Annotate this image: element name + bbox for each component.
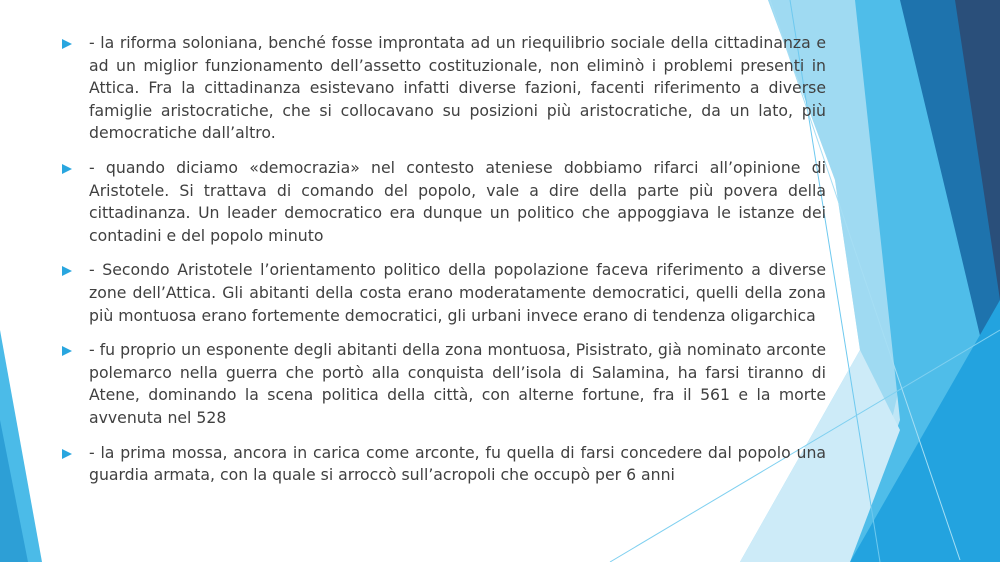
bullet-item [62, 157, 826, 247]
bullet-item [62, 442, 826, 487]
bullet-text: - la prima mossa, ancora in carica come arconte, fu quella di farsi concedere dal popolo una guardia armata, con la quale si arroccò sull’acropoli che occupò per 6 anni [89, 442, 826, 485]
bullet-arrow-icon [62, 39, 72, 49]
bullet-text: - la riforma soloniana, benché fosse improntata ad un riequilibrio sociale della cittadinanza e ad un miglior funzionamento dell’assetto costituzionale, non eliminò i problemi presenti in Attica. Fra la cittadinanza esistevano infatti diverse fazioni, facenti riferimento a diverse famiglie aristocratiche, che si collocavano su posizioni più aristocratiche, da un lato, più democratiche dall’altro. [89, 33, 826, 143]
bullet-item [62, 259, 826, 327]
slide-body [62, 32, 826, 499]
bullet-item [62, 339, 826, 429]
bullet-text: - Secondo Aristotele l’orientamento politico della popolazione faceva riferimento a diverse zone dell’Attica. Gli abitanti della costa erano moderatamente democratici, quelli della zona più montuosa erano fortemente democratici, gli urbani invece erano di tendenza oligarchica [89, 260, 826, 325]
bullet-text: - fu proprio un esponente degli abitanti della zona montuosa, Pisistrato, già nominato arconte polemarco nella guerra che portò alla conquista dell’isola di Salamina, ha farsi tiranno di Atene, dominando la scena politica della città, con alterne fortune, fra il 561 e la morte avvenuta nel 528 [89, 340, 826, 427]
bullet-arrow-icon [62, 346, 72, 356]
bullet-text: - quando diciamo «democrazia» nel contesto ateniese dobbiamo rifarci all’opinione di Aristotele. Si trattava di comando del popolo, vale a dire della parte più povera della cittadinanza. Un leader democratico era dunque un politico che appoggiava le istanze dei contadini e del popolo minuto [89, 157, 826, 245]
bullet-arrow-icon [62, 266, 72, 276]
bullet-arrow-icon [62, 449, 72, 459]
bullet-arrow-icon [62, 164, 72, 174]
bullet-item [62, 32, 826, 145]
